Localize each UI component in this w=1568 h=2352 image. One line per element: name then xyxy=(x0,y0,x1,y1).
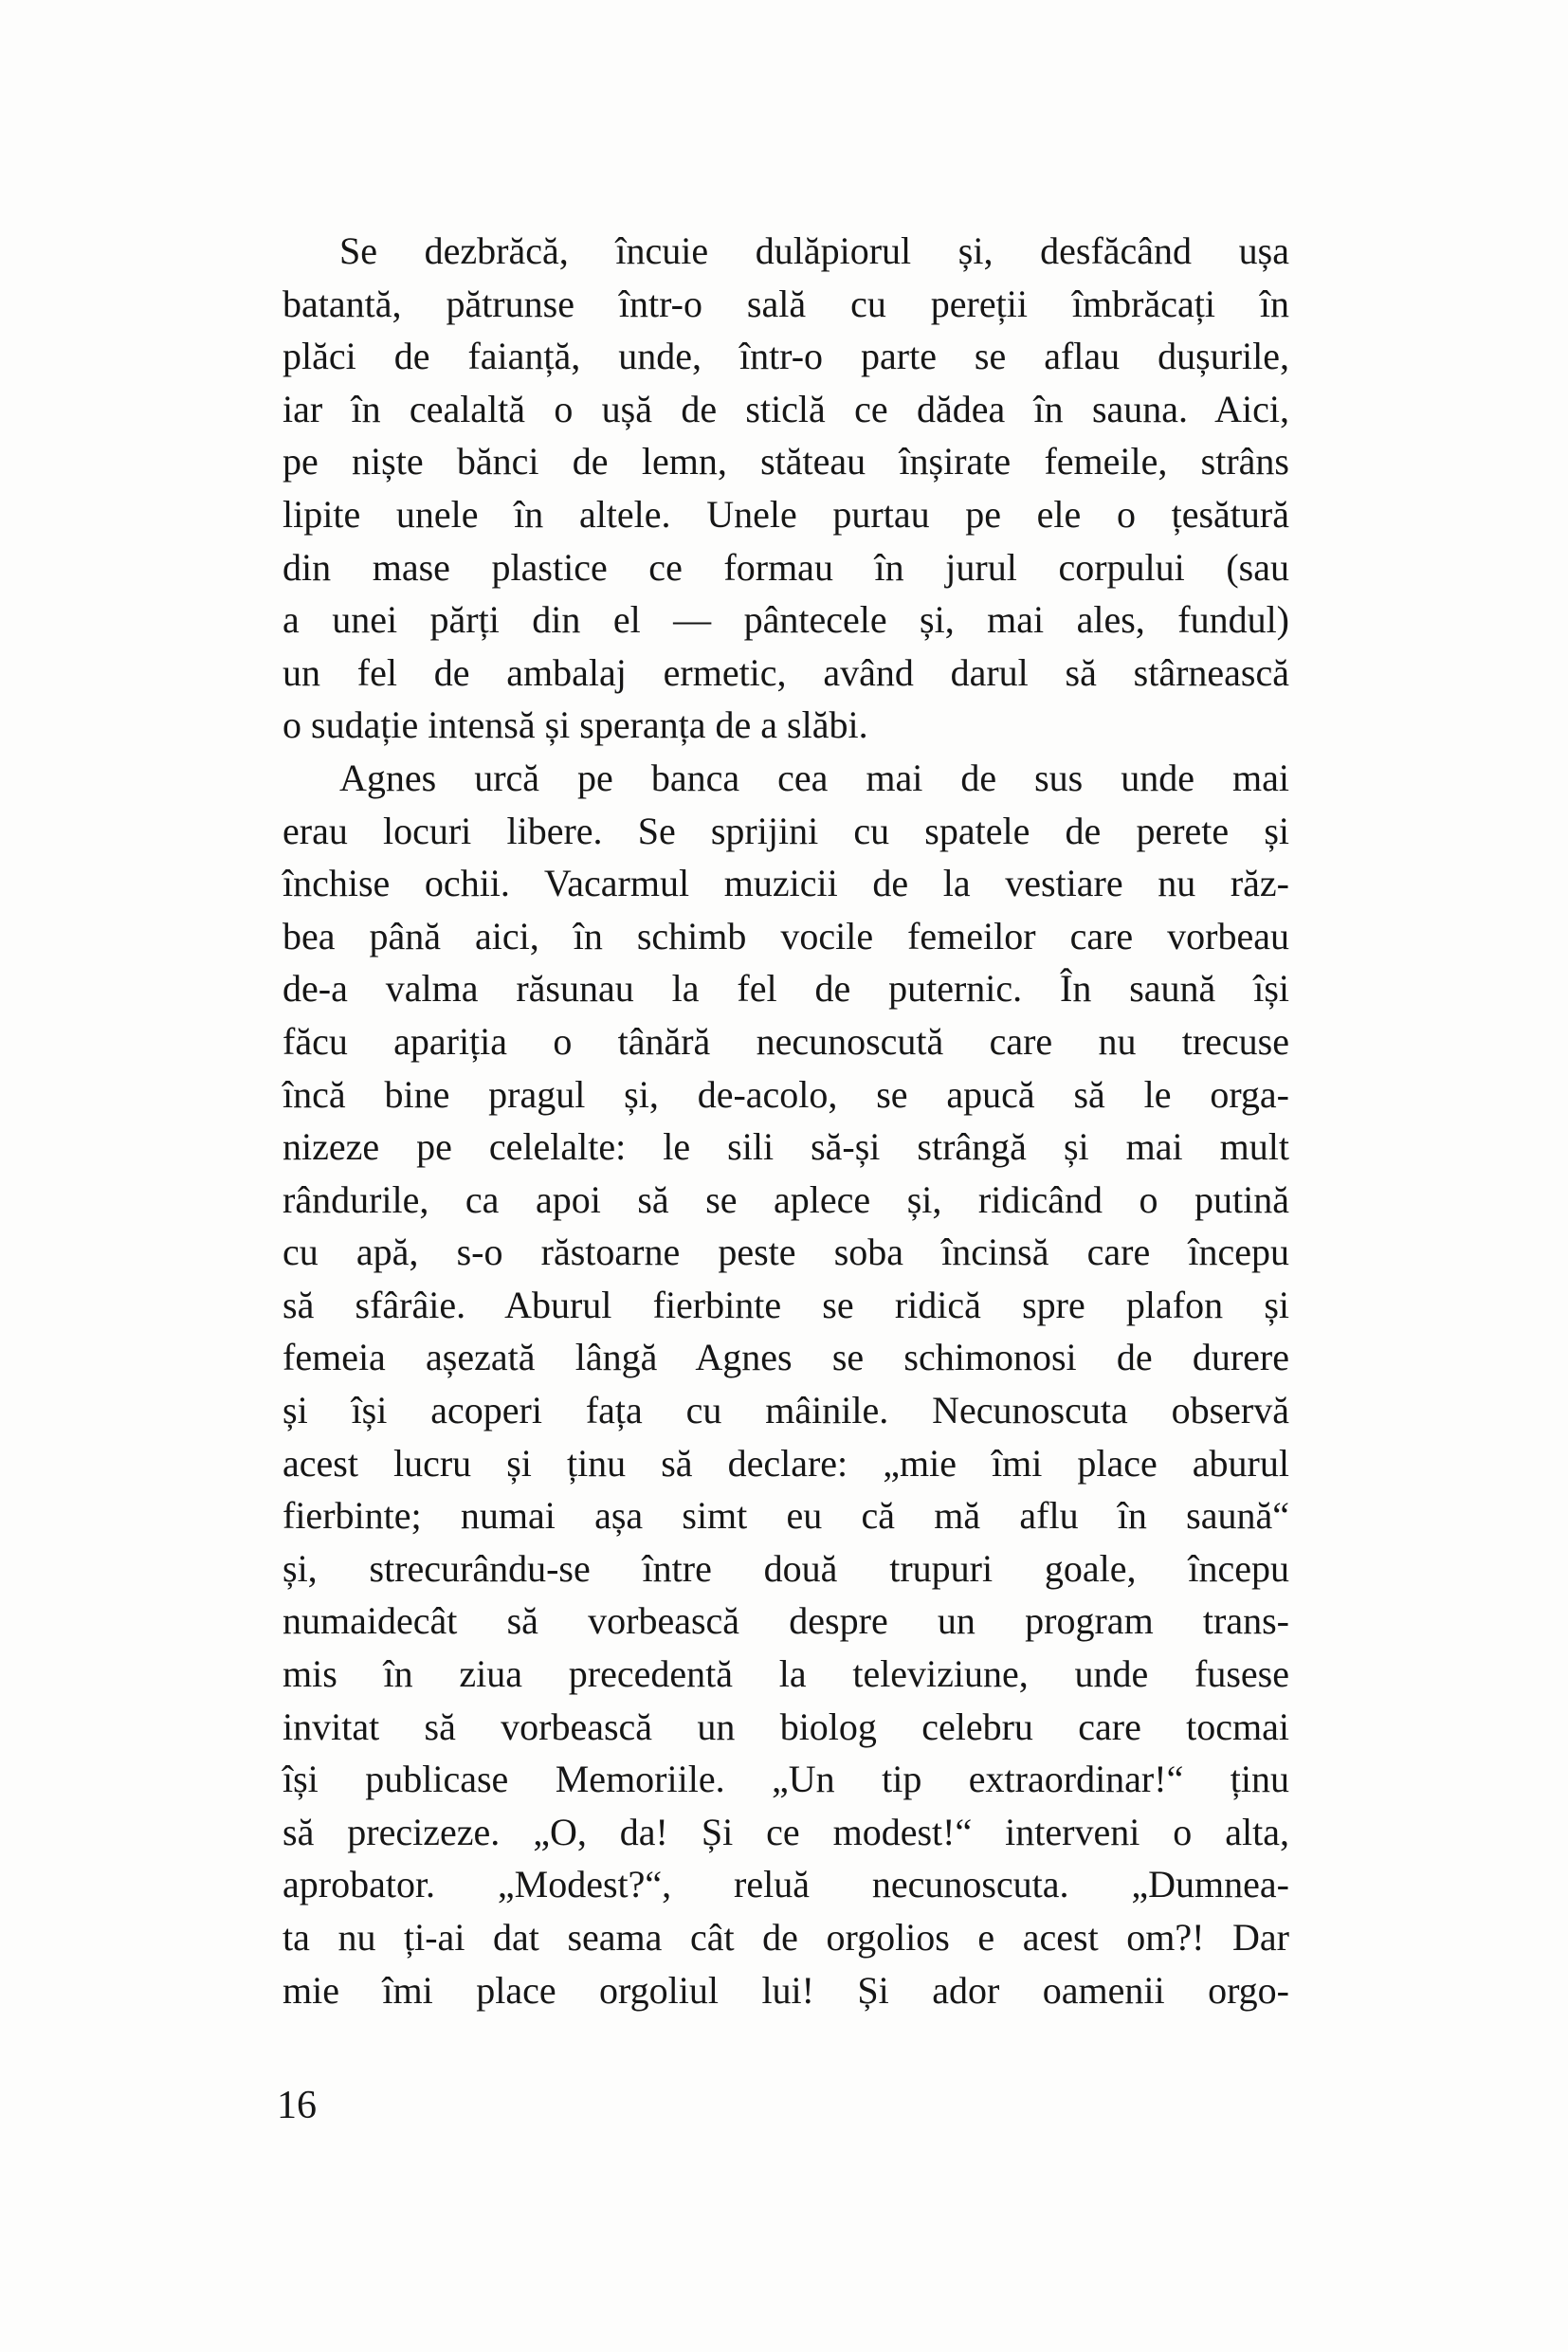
text-line: numaidecât să vorbească despre un program trans- xyxy=(283,1599,1289,1643)
text-line: invitat să vorbească un biolog celebru care tocmai xyxy=(283,1705,1289,1748)
text-line: din mase plastice ce formau în jurul corpului (sau xyxy=(283,545,1289,589)
text-line: iar în cealaltă o ușă de sticlă ce dădea în sauna. Aici, xyxy=(283,387,1289,430)
page-text-block xyxy=(283,225,1289,2016)
text-line: erau locuri libere. Se sprijini cu spatele de perete și xyxy=(283,809,1289,852)
text-line: și, strecurându-se între două trupuri goale, începu xyxy=(283,1546,1289,1590)
text-line: făcu apariția o tânără necunoscută care nu trecuse xyxy=(283,1019,1289,1063)
text-line: pe niște bănci de lemn, stăteau înșirate femeile, strâns xyxy=(283,440,1289,483)
text-line: femeia așezată lângă Agnes se schimonosi de durere xyxy=(283,1336,1289,1379)
text-line: ta nu ți-ai dat seama cât de orgolios e acest om?! Dar xyxy=(283,1916,1289,1959)
text-line: să precizeze. „O, da! Și ce modest!“ interveni o alta, xyxy=(283,1810,1289,1853)
text-line: Agnes urcă pe banca cea mai de sus unde mai xyxy=(339,756,1289,799)
text-line: încă bine pragul și, de-acolo, se apucă să le orga- xyxy=(283,1072,1289,1116)
text-line: nizeze pe celelalte: le sili să-și strângă și mai mult xyxy=(283,1125,1289,1169)
text-line: închise ochii. Vacarmul muzicii de la vestiare nu răz- xyxy=(283,862,1289,905)
text-line: un fel de ambalaj ermetic, având darul să stârnească xyxy=(283,650,1289,694)
text-line: cu apă, s-o răstoarne peste soba încinsă care începu xyxy=(283,1231,1289,1274)
text-line: să sfârâie. Aburul fierbinte se ridică spre plafon și xyxy=(283,1283,1289,1326)
text-line: mie îmi place orgoliul lui! Și ador oamenii orgo- xyxy=(283,1968,1289,2012)
text-line: plăci de faianță, unde, într-o parte se aflau dușurile, xyxy=(283,335,1289,378)
page-number: 16 xyxy=(277,2084,317,2127)
text-line: de-a valma răsunau la fel de puternic. În saună își xyxy=(283,967,1289,1011)
text-line: bea până aici, în schimb vocile femeilor care vorbeau xyxy=(283,914,1289,957)
text-line: și își acoperi fața cu mâinile. Necunoscuta observă xyxy=(283,1389,1289,1432)
text-line: lipite unele în altele. Unele purtau pe ele o țesătură xyxy=(283,492,1289,536)
paragraph xyxy=(283,225,1289,752)
text-line: batantă, pătrunse într-o sală cu pereții îmbrăcați în xyxy=(283,282,1289,325)
paragraph xyxy=(283,752,1289,2016)
text-line: o sudație intensă și speranța de a slăbi. xyxy=(283,703,868,747)
text-line: mis în ziua precedentă la televiziune, unde fusese xyxy=(283,1652,1289,1696)
text-line: acest lucru și ținu să declare: „mie îmi place aburul xyxy=(283,1441,1289,1485)
text-line: a unei părți din el — pântecele și, mai ales, fundul) xyxy=(283,598,1289,642)
text-line: rândurile, ca apoi să se aplece și, ridicând o putină xyxy=(283,1177,1289,1221)
text-line: fierbinte; numai așa simt eu că mă aflu în saună“ xyxy=(283,1494,1289,1538)
text-line: își publicase Memoriile. „Un tip extraordinar!“ ținu xyxy=(283,1758,1289,1801)
text-line: aprobator. „Modest?“, reluă necunoscuta. „Dumnea- xyxy=(283,1863,1289,1906)
text-line: Se dezbrăcă, încuie dulăpiorul și, desfăcând ușa xyxy=(339,229,1289,272)
